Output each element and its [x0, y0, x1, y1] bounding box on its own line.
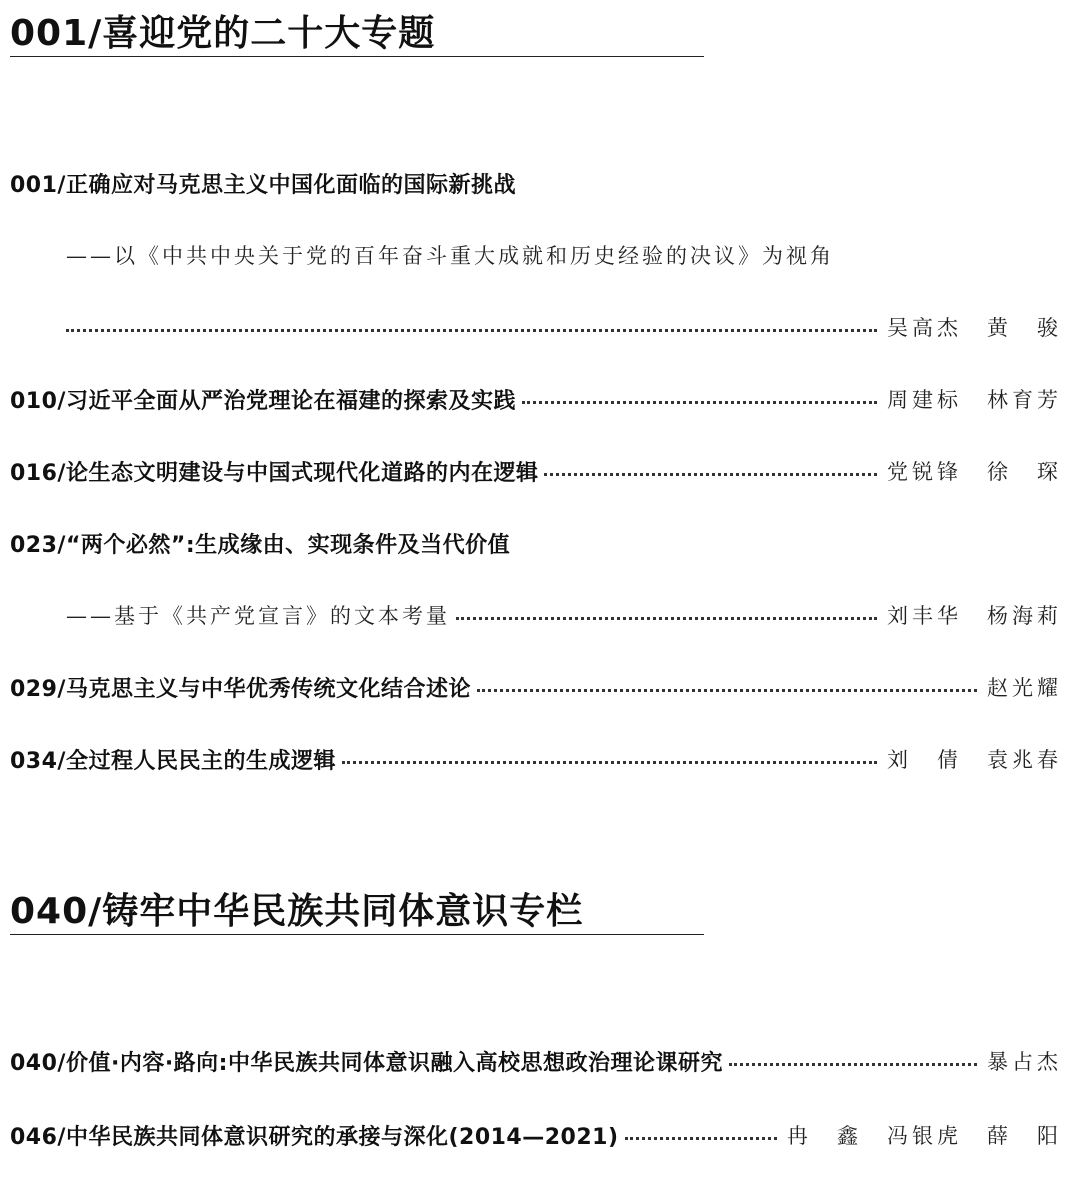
entry-title: 034/全过程人民民主的生成逻辑 [10, 748, 336, 774]
entry-title: 046/中华民族共同体意识研究的承接与深化(2014—2021) [10, 1124, 619, 1150]
entry-authors: 党锐锋 徐 琛 [887, 460, 1062, 484]
dot-leader [456, 617, 877, 620]
dot-leader [342, 761, 877, 764]
entry-title: 016/论生态文明建设与中国式现代化道路的内在逻辑 [10, 460, 539, 486]
section-divider [10, 56, 704, 57]
toc-entry-subtitle [66, 238, 1062, 272]
toc-entry[interactable] [10, 454, 1062, 488]
dot-leader [66, 329, 877, 332]
dot-leader [729, 1063, 977, 1066]
dot-leader [625, 1137, 777, 1140]
entry-title: 001/正确应对马克思主义中国化面临的国际新挑战 [10, 172, 516, 198]
toc-entry[interactable] [10, 670, 1062, 704]
toc-entry[interactable] [10, 526, 1062, 560]
toc-entry[interactable] [10, 1044, 1062, 1078]
entry-authors: 周建标 林育芳 [887, 388, 1062, 412]
entry-subtitle: ——以《中共中央关于党的百年奋斗重大成就和历史经验的决议》为视角 [66, 244, 834, 268]
entry-authors: 吴高杰 黄 骏 [887, 316, 1062, 340]
toc-entry[interactable] [10, 382, 1062, 416]
entry-subtitle: ——基于《共产党宣言》的文本考量 [66, 604, 450, 628]
entry-authors: 赵光耀 [987, 676, 1062, 700]
entry-authors: 暴占杰 [987, 1050, 1062, 1074]
entry-title: 023/“两个必然”:生成缘由、实现条件及当代价值 [10, 532, 511, 558]
section-divider [10, 934, 704, 935]
entry-authors: 冉 鑫 冯银虎 薛 阳 [787, 1124, 1062, 1148]
entry-authors: 刘 倩 袁兆春 [887, 748, 1062, 772]
toc-entry[interactable] [10, 166, 1062, 200]
toc-entry-subtitle [66, 598, 1062, 632]
entry-title: 010/习近平全面从严治党理论在福建的探索及实践 [10, 388, 516, 414]
toc-entry[interactable] [10, 742, 1062, 776]
entry-authors: 刘丰华 杨海莉 [887, 604, 1062, 628]
entry-title: 029/马克思主义与中华优秀传统文化结合述论 [10, 676, 471, 702]
dot-leader [522, 401, 877, 404]
dot-leader [544, 473, 877, 476]
section-title: 040/铸牢中华民族共同体意识专栏 [10, 891, 584, 932]
section-title: 001/喜迎党的二十大专题 [10, 13, 436, 54]
toc-entry[interactable] [10, 1118, 1062, 1152]
dot-leader [477, 689, 977, 692]
entry-title: 040/价值·内容·路向:中华民族共同体意识融入高校思想政治理论课研究 [10, 1050, 723, 1076]
toc-entry-authors-row [66, 310, 1062, 344]
